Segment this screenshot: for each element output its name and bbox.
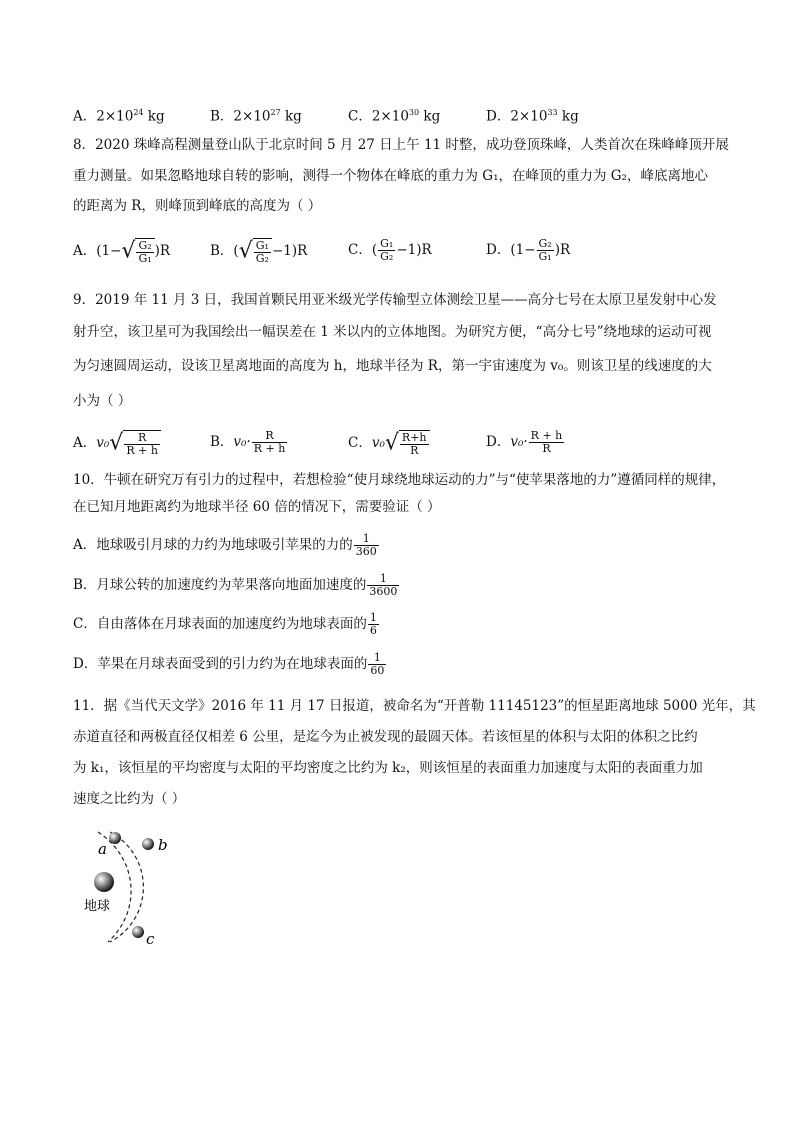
q8-d-den: G₁ [538, 250, 552, 263]
q9-option-b[interactable] [210, 430, 288, 455]
q10-line-2: 在已知月地距离约为地球半径 60 倍的情况下，需要验证（ ） [73, 499, 441, 515]
q9-a-num: R [124, 432, 160, 445]
q9-option-c-v0: v₀ [371, 435, 385, 451]
q10-a-den: 360 [355, 545, 377, 558]
q8-option-a-post: )R [154, 243, 171, 259]
q11-line-2: 赤道直径和两极直径仅相差 6 公里，是迄今为止被发现的最圆天体。若该恒星的体积与太阳的体积之比约 [73, 729, 698, 745]
q8-a-den: G₁ [138, 252, 152, 265]
q9-line-1: 9．2019 年 11 月 3 日，我国首颗民用亚米级光学传输型立体测绘卫星——高分七号在太原卫星发射中心发 [73, 292, 717, 308]
q8-option-d-post: )R [554, 242, 571, 258]
q8-option-a-pre: (1− [96, 243, 122, 259]
label-c: c [146, 930, 155, 948]
q9-option-d-label: D． [486, 434, 511, 450]
q10-d-den: 60 [370, 664, 385, 677]
q10-d-num: 1 [368, 652, 386, 665]
q8-option-b-sqrt: √ $\frac{\text{G₁}}{\text{G₂}}$ [239, 238, 272, 265]
q7-option-a[interactable] [73, 103, 165, 127]
q8-option-b-label: B． [210, 243, 234, 259]
q8-option-b-post: −1)R [271, 243, 308, 259]
q8-b-num: G₁ [255, 239, 269, 252]
q7-option-b-text: B．2×10 [210, 108, 271, 125]
q10-line-1: 10．牛顿在研究万有引力的过程中，若想检验“使月球绕地球运动的力”与“使苹果落地的力”遵循同样的规律， [73, 472, 726, 488]
q9-a-den: R + h [126, 444, 158, 457]
q7-option-d-exp: 33 [547, 108, 558, 117]
q9-option-a-label: A． [73, 435, 97, 451]
q7-option-c-text: C．2×10 [348, 108, 409, 125]
q9-option-a[interactable] [73, 430, 161, 457]
orbit-diagram [70, 822, 180, 952]
q7-option-c[interactable] [348, 103, 440, 127]
q8-c-den: G₂ [380, 250, 394, 263]
q8-option-d-label: D． [486, 242, 511, 258]
q10-c-num: 1 [369, 611, 377, 624]
q9-option-b-v0: v₀· [233, 434, 251, 450]
q8-option-c-label: C． [348, 242, 372, 258]
q9-option-c-label: C． [348, 435, 372, 451]
q11-line-3: 为 k₁，该恒星的平均密度与太阳的平均密度之比约为 k₂，则该恒星的表面重力加速度与太阳的表面重力加 [73, 760, 703, 776]
q9-option-d-v0: v₀· [510, 434, 528, 450]
label-b: b [158, 836, 168, 854]
q8-option-b-pre: ( [233, 243, 239, 259]
q10-option-c[interactable] [73, 612, 380, 637]
q8-option-c-pre: ( [371, 242, 378, 258]
q9-option-c-sqrt: √ $\frac{R+h}{R}$ [385, 430, 430, 457]
label-a: a [98, 840, 107, 858]
q7-option-d-text: D．2×10 [486, 108, 548, 125]
q9-option-d[interactable] [486, 430, 565, 455]
earth-label: 地球 [84, 899, 111, 914]
q8-option-a[interactable] [73, 238, 170, 265]
earth-sphere [94, 872, 114, 892]
q9-line-2: 射升空，该卫星可为我国绘出一幅误差在 1 米以内的立体地图。为研究方便，“高分七号”绕地球的运动可视 [73, 324, 712, 340]
q9-option-c[interactable] [348, 430, 430, 457]
q7-option-a-exp: 24 [133, 108, 144, 117]
satellite-c [132, 926, 144, 938]
q9-line-3: 为匀速圆周运动，设该卫星离地面的高度为 h，地球半径为 R，第一宇宙速度为 v₀。则该卫星的线速度的大 [73, 358, 712, 374]
q10-option-b[interactable] [73, 573, 400, 598]
q8-c-num: G₁ [380, 237, 394, 250]
q10-a-num: 1 [354, 533, 379, 546]
satellite-a [109, 832, 121, 844]
q11-line-4: 速度之比约为（ ） [73, 791, 186, 807]
q7-option-b-unit: kg [280, 108, 302, 125]
q8-option-c-post: −1)R [396, 242, 432, 258]
q10-option-b-text: B．月球公转的加速度约为苹果落向地面加速度的 [73, 577, 367, 593]
q7-option-d[interactable] [486, 103, 579, 127]
q8-option-d[interactable] [486, 238, 570, 263]
q9-option-b-label: B． [210, 434, 234, 450]
q7-option-b[interactable] [210, 103, 302, 127]
q7-option-a-unit: kg [143, 108, 165, 125]
q9-option-a-sqrt: √ $\frac{R}{R + h}$ [109, 430, 161, 457]
q9-line-4: 小为（ ） [73, 393, 132, 409]
q9-d-den: R [542, 442, 551, 455]
q8-option-c[interactable] [348, 238, 432, 263]
q8-option-d-pre: (1− [510, 242, 536, 258]
q8-a-num: G₂ [138, 239, 152, 252]
q7-option-c-unit: kg [419, 108, 441, 125]
q9-c-num: R+h [401, 431, 427, 444]
q10-option-a-text: A．地球吸引月球的力约为地球吸引苹果的力的 [73, 537, 353, 553]
q8-b-den: G₂ [255, 252, 269, 265]
q8-option-a-sqrt: √ $\frac{\text{G₂}}{\text{G₁}}$ [121, 238, 154, 265]
q11-line-1: 11．据《当代天文学》2016 年 11 月 17 日报道，被命名为“开普勒 11145123”的恒星距离地球 5000 光年，其 [73, 698, 756, 714]
q7-option-a-text: A．2×10 [73, 108, 134, 125]
satellite-b [142, 838, 154, 850]
q9-b-den: R + h [253, 442, 286, 455]
q8-d-num: G₂ [538, 237, 552, 250]
q7-option-d-unit: kg [557, 108, 579, 125]
q10-option-c-text: C．自由落体在月球表面的加速度约为地球表面的 [73, 616, 367, 632]
q8-line-1: 8．2020 珠峰高程测量登山队于北京时间 5 月 27 日上午 11 时整，成功登顶珠峰，人类首次在珠峰峰顶开展 [73, 137, 729, 153]
q10-option-a[interactable] [73, 533, 380, 558]
q10-c-den: 6 [369, 624, 377, 637]
q8-line-3: 的距离为 R，则峰顶到峰底的高度为（ ） [73, 198, 322, 214]
q10-b-den: 3600 [369, 585, 398, 598]
inner-orbit [110, 832, 143, 942]
q9-b-num: R [252, 430, 288, 443]
q8-option-b[interactable] [210, 238, 307, 265]
q9-d-num: R + h [530, 429, 563, 442]
q9-c-den: R [410, 444, 419, 457]
q7-option-c-exp: 30 [408, 108, 420, 117]
q8-line-2: 重力测量。如果忽略地球自转的影响，测得一个物体在峰底的重力为 G₁，在峰顶的重力为 G₂，峰底离地心 [73, 168, 708, 184]
q10-option-d[interactable] [73, 652, 387, 677]
q9-option-a-v0: v₀ [96, 435, 110, 451]
q10-b-num: 1 [367, 573, 399, 586]
q7-option-b-exp: 27 [270, 108, 281, 117]
q8-option-a-label: A． [73, 243, 97, 259]
q10-option-d-text: D．苹果在月球表面受到的引力约为在地球表面的 [73, 656, 368, 672]
